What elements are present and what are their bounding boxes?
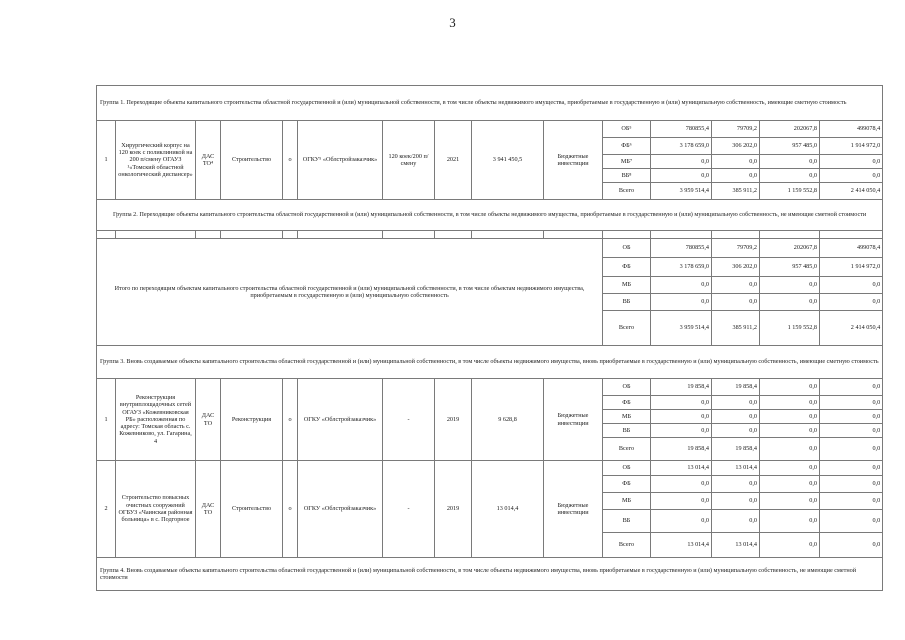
empty-cell (712, 231, 760, 239)
value-total: 3 959 514,4 (651, 183, 712, 200)
value-year-2: 0,0 (760, 277, 820, 294)
group-1-heading: Группа 1. Переходящие объекты капитального строительства областной государственной и (или) муниципальной собственности, в том числе объекты недвижимого имущества, приобретаемые в государственную и (или) муниципальную собственность, имеющие сметную стоимость (97, 86, 883, 121)
value-year-3: 0,0 (820, 396, 883, 410)
group-row (97, 200, 883, 231)
budget-label: ВБ (603, 510, 651, 533)
empty-cell (383, 231, 435, 239)
value-year-1: 0,0 (712, 476, 760, 493)
value-year-1: 0,0 (712, 493, 760, 510)
total-row (97, 239, 883, 258)
object-work-type: Строительство (221, 461, 283, 558)
value-total: 0,0 (651, 424, 712, 438)
object-source: Бюджетные инвестиции (544, 461, 603, 558)
object-name: Строительство повысных очистных сооружений ОГБУЗ «Чаинская районная больница» в с. Подгорное (116, 461, 196, 558)
value-total: 780855,4 (651, 239, 712, 258)
value-year-3: 499078,4 (820, 239, 883, 258)
value-year-1: 0,0 (712, 277, 760, 294)
object-capacity: - (383, 461, 435, 558)
object-customer: ОГКУ «Облстройзаказчик» (298, 461, 383, 558)
object-name: Реконструкция внутриплощадочных сетей ОГАУЗ «Кожевниковская РБ» расположенная по адресу: Томская область с. Кожевниково, ул. Гагарина, 4 (116, 379, 196, 461)
object-customer: ОГКУ «Облстройзаказчик» (298, 379, 383, 461)
value-year-1: 306 202,0 (712, 258, 760, 277)
value-year-1: 19 858,4 (712, 379, 760, 396)
value-year-2: 0,0 (760, 396, 820, 410)
value-year-2: 1 159 552,8 (760, 311, 820, 346)
value-year-1: 0,0 (712, 410, 760, 424)
budget-label: МБ (603, 410, 651, 424)
value-total: 0,0 (651, 493, 712, 510)
group-3-heading: Группа 3. Вновь создаваемые объекты капитального строительства областной государственной и (или) муниципальной собственности, в том числе объекты недвижимого имущества, вновь приобретаемые в государственную и (или) муниципальную собственность, имеющие сметную стоимость (97, 346, 883, 379)
empty-cell (97, 231, 116, 239)
budget-label: ВБ⁸ (603, 169, 651, 183)
value-year-3: 0,0 (820, 169, 883, 183)
object-year: 2021 (435, 121, 472, 200)
value-total: 19 858,4 (651, 379, 712, 396)
value-total: 780855,4 (651, 121, 712, 138)
budget-label: ФБ (603, 258, 651, 277)
value-year-2: 0,0 (760, 438, 820, 461)
object-customer: ОГКУ⁵ «Облстройзаказчик» (298, 121, 383, 200)
empty-cell (820, 231, 883, 239)
value-total: 0,0 (651, 410, 712, 424)
budget-label: ОБ (603, 379, 651, 396)
value-year-3: 0,0 (820, 461, 883, 476)
value-year-2: 0,0 (760, 169, 820, 183)
table-body (97, 86, 883, 591)
budget-label: Всего (603, 438, 651, 461)
value-total: 3 178 659,0 (651, 258, 712, 277)
value-year-3: 0,0 (820, 379, 883, 396)
table-row (97, 461, 883, 476)
value-year-3: 0,0 (820, 438, 883, 461)
value-total: 0,0 (651, 155, 712, 169)
value-year-2: 1 159 552,8 (760, 183, 820, 200)
value-year-2: 0,0 (760, 379, 820, 396)
value-year-2: 0,0 (760, 533, 820, 558)
value-year-3: 0,0 (820, 510, 883, 533)
value-year-1: 385 911,2 (712, 311, 760, 346)
budget-label: ВБ (603, 294, 651, 311)
value-total: 0,0 (651, 510, 712, 533)
value-year-1: 19 858,4 (712, 438, 760, 461)
object-name: Хирургический корпус на 120 коек с поликлиникой на 200 п/смену ОГАУЗ ¹«Томский областной онкологический диспансер» (116, 121, 196, 200)
object-gr: ДАС ТО (196, 461, 221, 558)
object-year: 2019 (435, 461, 472, 558)
value-total: 3 178 659,0 (651, 138, 712, 155)
value-year-2: 0,0 (760, 424, 820, 438)
value-year-3: 1 914 972,0 (820, 258, 883, 277)
budget-label: МБ⁷ (603, 155, 651, 169)
budget-label: Всего (603, 183, 651, 200)
value-year-2: 202067,8 (760, 239, 820, 258)
budget-label: Всего (603, 533, 651, 558)
value-year-3: 0,0 (820, 493, 883, 510)
investment-table (96, 85, 883, 591)
value-year-2: 0,0 (760, 476, 820, 493)
object-capacity: 120 коек/200 п/смену (383, 121, 435, 200)
value-year-1: 0,0 (712, 510, 760, 533)
object-number: 1 (97, 379, 116, 461)
object-number: 2 (97, 461, 116, 558)
value-total: 0,0 (651, 476, 712, 493)
empty-cell (760, 231, 820, 239)
empty-row (97, 231, 883, 239)
value-year-2: 0,0 (760, 155, 820, 169)
value-year-1: 0,0 (712, 294, 760, 311)
value-year-3: 499078,4 (820, 121, 883, 138)
value-year-3: 0,0 (820, 155, 883, 169)
value-total: 0,0 (651, 294, 712, 311)
object-gr: ДАС ТО (196, 379, 221, 461)
value-year-2: 957 485,0 (760, 258, 820, 277)
value-total: 3 959 514,4 (651, 311, 712, 346)
budget-label: МБ (603, 493, 651, 510)
budget-label: Всего (603, 311, 651, 346)
object-work-type: Строительство (221, 121, 283, 200)
value-year-3: 2 414 050,4 (820, 183, 883, 200)
value-year-1: 13 014,4 (712, 461, 760, 476)
value-year-2: 202067,8 (760, 121, 820, 138)
value-total: 13 014,4 (651, 461, 712, 476)
value-year-1: 0,0 (712, 155, 760, 169)
group-row (97, 558, 883, 591)
object-col5: о (283, 121, 298, 200)
budget-label: ФБ⁶ (603, 138, 651, 155)
object-col5: о (283, 379, 298, 461)
value-year-2: 0,0 (760, 461, 820, 476)
value-total: 0,0 (651, 277, 712, 294)
empty-cell (298, 231, 383, 239)
empty-cell (472, 231, 544, 239)
table-row (97, 379, 883, 396)
value-year-3: 0,0 (820, 277, 883, 294)
value-year-2: 0,0 (760, 410, 820, 424)
value-year-2: 0,0 (760, 510, 820, 533)
budget-label: ФБ (603, 396, 651, 410)
budget-label: ОБ (603, 239, 651, 258)
object-col5: о (283, 461, 298, 558)
page-number: 3 (449, 15, 456, 30)
value-year-2: 957 485,0 (760, 138, 820, 155)
value-total: 0,0 (651, 169, 712, 183)
group-2-heading: Группа 2. Переходящие объекты капитального строительства областной государственной и (или) муниципальной собственности, в том числе объекты недвижимого имущества, приобретаемые в государственную и (или) муниципальную собственность, не имеющие сметной стоимости (97, 200, 883, 231)
empty-cell (221, 231, 283, 239)
object-capacity: - (383, 379, 435, 461)
value-year-3: 0,0 (820, 533, 883, 558)
empty-cell (603, 231, 651, 239)
value-year-3: 0,0 (820, 410, 883, 424)
value-year-1: 0,0 (712, 169, 760, 183)
value-year-1: 0,0 (712, 396, 760, 410)
value-total: 19 858,4 (651, 438, 712, 461)
value-year-3: 2 414 050,4 (820, 311, 883, 346)
object-work-type: Реконструкция (221, 379, 283, 461)
value-year-1: 79709,2 (712, 239, 760, 258)
value-year-1: 13 014,4 (712, 533, 760, 558)
empty-cell (196, 231, 221, 239)
group-row (97, 346, 883, 379)
budget-label: ОБ (603, 461, 651, 476)
object-number: 1 (97, 121, 116, 200)
value-total: 0,0 (651, 396, 712, 410)
value-year-1: 0,0 (712, 424, 760, 438)
object-cost: 9 628,8 (472, 379, 544, 461)
value-total: 13 014,4 (651, 533, 712, 558)
object-source: Бюджетные инвестиции (544, 121, 603, 200)
empty-cell (283, 231, 298, 239)
object-year: 2019 (435, 379, 472, 461)
value-year-1: 306 202,0 (712, 138, 760, 155)
object-source: Бюджетные инвестиции (544, 379, 603, 461)
value-year-2: 0,0 (760, 294, 820, 311)
object-gr: ДАС ТО⁴ (196, 121, 221, 200)
total-label: Итого по переходящим объектам капитального строительства областной государственной и (или) муниципальной собственности, в том числе объектам недвижимого имущества, приобретаемым в государственную и (или) муниципальную собственность (97, 239, 603, 346)
value-year-3: 0,0 (820, 476, 883, 493)
value-year-3: 1 914 972,0 (820, 138, 883, 155)
value-year-1: 79709,2 (712, 121, 760, 138)
empty-cell (544, 231, 603, 239)
budget-label: ФБ (603, 476, 651, 493)
budget-label: МБ (603, 277, 651, 294)
empty-cell (116, 231, 196, 239)
group-row (97, 86, 883, 121)
value-year-2: 0,0 (760, 493, 820, 510)
empty-cell (435, 231, 472, 239)
budget-label: ВБ (603, 424, 651, 438)
table-row (97, 121, 883, 138)
value-year-1: 385 911,2 (712, 183, 760, 200)
object-cost: 13 014,4 (472, 461, 544, 558)
group-4-heading: Группа 4. Вновь создаваемые объекты капитального строительства областной государственной и (или) муниципальной собственности, в том числе объекты недвижимого имущества, вновь приобретаемые в государственную и (или) муниципальную собственность, не имеющие сметной стоимости (97, 558, 883, 591)
value-year-3: 0,0 (820, 294, 883, 311)
empty-cell (651, 231, 712, 239)
object-cost: 3 941 450,5 (472, 121, 544, 200)
budget-label: ОБ⁵ (603, 121, 651, 138)
value-year-3: 0,0 (820, 424, 883, 438)
